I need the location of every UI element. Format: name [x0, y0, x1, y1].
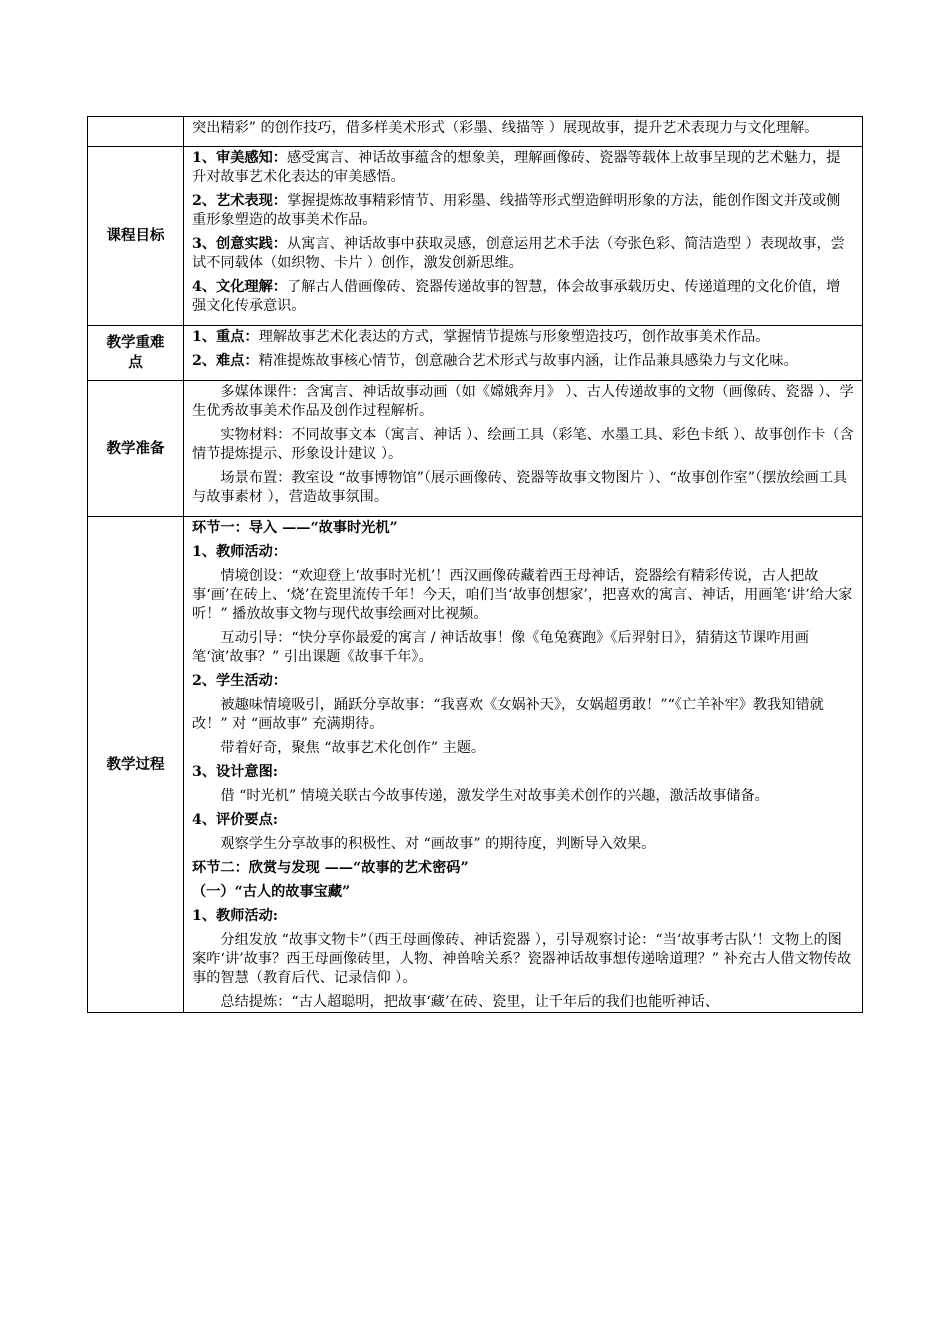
section-heading: 环节一：导入 ——“故事时光机”: [192, 520, 398, 536]
paragraph: 被趣味情境吸引，踊跃分享故事：“我喜欢《女娲补天》，女娲超勇敢！”“《亡羊补牢》教我知错就改！” 对 “画故事” 充满期待。: [192, 697, 824, 732]
table-row-course-objectives: [88, 147, 863, 326]
paragraph: 突出精彩” 的创作技巧，借多样美术形式（彩墨、线描等 ）展现故事，提升艺术表现力与文化理解。: [192, 120, 819, 136]
objective-lead: 1、审美感知：: [192, 150, 287, 166]
point-item: [192, 328, 854, 347]
paragraph: 借 “时光机” 情境关联古今故事传递，激发学生对故事美术创作的兴趣，激活故事储备。: [220, 788, 769, 804]
paragraph: 观察学生分享故事的积极性、对 “画故事” 的期待度，判断导入效果。: [220, 836, 656, 852]
objective-lead: 2、艺术表现：: [192, 193, 287, 209]
subheading: 4、评价要点:: [192, 812, 279, 828]
table-row-teaching-process: [88, 517, 863, 1013]
row-label: 教学过程: [88, 517, 184, 1013]
paragraph: 总结提炼：“古人超聪明，把故事‘藏’在砖、瓷里，让千年后的我们也能听神话、: [220, 994, 720, 1010]
row-label: 教学重难点: [88, 326, 184, 381]
table-row-teaching-preparation: [88, 381, 863, 517]
paragraph: 分组发放 “故事文物卡”（西王母画像砖、神话瓷器 ），引导观察讨论：“当‘故事考古队’！文物上的图案咋‘讲’故事？西王母画像砖里，人物、神兽啥关系？瓷器神话故事想传递啥道理？” 补充古人借文物传故事的智慧（教育后代、记录信仰 ）。: [192, 932, 852, 986]
objective-text: 感受寓言、神话故事蕴含的想象美，理解画像砖、瓷器等载体上故事呈现的艺术魅力，提升对故事艺术化表达的审美感悟。: [192, 150, 841, 185]
row-label: 教学准备: [88, 381, 184, 517]
objective-item: [192, 192, 854, 230]
row-content-teaching-preparation: [184, 381, 863, 517]
preparation-item: 场景布置：教室设 “故事博物馆”（展示画像砖、瓷器等故事文物图片 ）、“故事创作室”（摆放绘画工具与故事素材 ），营造故事氛围。: [192, 470, 848, 505]
subheading: 2、学生活动：: [192, 673, 287, 689]
objective-item: [192, 278, 854, 316]
subheading: 3、设计意图:: [192, 764, 279, 780]
objective-lead: 4、文化理解：: [192, 279, 287, 295]
row-content-key-difficult-points: [184, 326, 863, 381]
preparation-item: 实物材料：不同故事文本（寓言、神话 ）、绘画工具（彩笔、水墨工具、彩色卡纸 ）、故事创作卡（含情节提炼提示、形象设计建议 ）。: [192, 427, 854, 462]
table-row-continuation: [88, 117, 863, 147]
subheading: 1、教师活动:: [192, 908, 279, 924]
objective-text: 了解古人借画像砖、瓷器传递故事的智慧，体会故事承载历史、传递道理的文化价值，增强文化传承意识。: [192, 279, 841, 314]
subheading: （一）“古人的故事宝藏”: [192, 884, 351, 900]
objective-item: [192, 235, 854, 273]
row-content-teaching-process: [184, 517, 863, 1013]
objective-text: 从寓言、神话故事中获取灵感，创意运用艺术手法（夸张色彩、简洁造型 ）表现故事，尝试不同载体（如织物、卡片 ）创作，激发创新思维。: [192, 236, 845, 271]
objective-item: [192, 149, 854, 187]
row-content-course-objectives: [184, 147, 863, 326]
table-row-key-difficult-points: [88, 326, 863, 381]
lesson-plan-table: [87, 116, 863, 1013]
objective-text: 掌握提炼故事精彩情节、用彩墨、线描等形式塑造鲜明形象的方法，能创作图文并茂或侧重形象塑造的故事美术作品。: [192, 193, 841, 228]
subheading: 1、教师活动：: [192, 544, 287, 560]
paragraph: 情境创设：“欢迎登上‘故事时光机’！西汉画像砖藏着西王母神话，瓷器绘有精彩传说，古人把故事‘画’在砖上、‘烧’在瓷里流传千年！今天，咱们当‘故事创想家’，把喜欢的寓言、神话，用画笔‘讲’给大家听！” 播放故事文物与现代故事绘画对比视频。: [192, 568, 853, 622]
row-content-continuation: [184, 117, 863, 147]
point-text: 理解故事艺术化表达的方式，掌握情节提炼与形象塑造技巧，创作故事美术作品。: [258, 329, 770, 345]
row-label-empty: [88, 117, 184, 147]
objective-lead: 3、创意实践：: [192, 236, 287, 252]
preparation-item: 多媒体课件：含寓言、神话故事动画（如《嫦娥奔月》 ）、古人传递故事的文物（画像砖、瓷器 ）、学生优秀故事美术作品及创作过程解析。: [192, 384, 854, 419]
paragraph: 互动引导：“快分享你最爱的寓言 / 神话故事！像《龟兔赛跑》《后羿射日》，猜猜这节课咋用画笔‘演’故事？” 引出课题《故事千年》。: [192, 630, 809, 665]
point-text: 精准提炼故事核心情节，创意融合艺术形式与故事内涵，让作品兼具感染力与文化味。: [258, 353, 798, 369]
point-lead: 1、重点：: [192, 329, 259, 345]
section-heading: 环节二：欣赏与发现 ——“故事的艺术密码”: [192, 860, 469, 876]
point-item: [192, 352, 854, 371]
paragraph: 带着好奇，聚焦 “故事艺术化创作” 主题。: [220, 740, 486, 756]
point-lead: 2、难点：: [192, 353, 259, 369]
row-label: 课程目标: [88, 147, 184, 326]
